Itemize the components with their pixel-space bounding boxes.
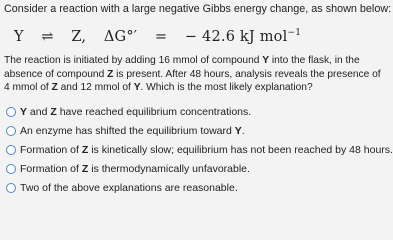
radio-button[interactable] <box>6 183 16 193</box>
equilibrium-arrow: ⇌ <box>41 29 54 45</box>
body-line-2: absence of compound Z is present. After 48 hours, analysis reveals the presence of <box>4 68 381 80</box>
radio-button[interactable] <box>6 145 16 155</box>
answer-option-4[interactable] <box>6 160 350 179</box>
reactant-y: Y <box>14 29 24 45</box>
option-label: Two of the above explanations are reasonable. <box>20 182 238 195</box>
answer-options <box>6 102 393 198</box>
option-label: Formation of Z is kinetically slow; equilibrium has not been reached by 48 hours. <box>20 143 393 156</box>
answer-option-3[interactable] <box>6 140 393 159</box>
reaction-equation <box>14 22 301 48</box>
radio-button[interactable] <box>6 107 16 117</box>
product-z: Z, <box>71 29 87 45</box>
unit-exponent: −1 <box>287 28 302 38</box>
body-line-1: The reaction is initiated by adding 16 mmol of compound Y into the flask, in the <box>4 55 360 66</box>
delta-g-value: − 42.6 kJ mol <box>184 29 288 45</box>
option-label: An enzyme has shifted the equilibrium toward Y. <box>20 124 245 137</box>
answer-option-1[interactable] <box>6 102 350 121</box>
body-line-3: 4 mmol of Z and 12 mmol of Y. Which is the most likely explanation? <box>4 82 313 93</box>
radio-button[interactable] <box>6 164 16 174</box>
option-label: Y and Z have reached equilibrium concentrations. <box>20 105 252 118</box>
answer-option-2[interactable] <box>6 121 350 140</box>
answer-option-5[interactable] <box>6 179 350 198</box>
equals-sign: = <box>154 29 168 45</box>
question-prompt: Consider a reaction with a large negative Gibbs energy change, as shown below: <box>4 3 392 15</box>
radio-button[interactable] <box>6 126 16 136</box>
option-label: Formation of Z is thermodynamically unfavorable. <box>20 163 250 176</box>
question-body <box>4 54 381 95</box>
delta-g-symbol: ΔG°′ <box>103 29 138 45</box>
